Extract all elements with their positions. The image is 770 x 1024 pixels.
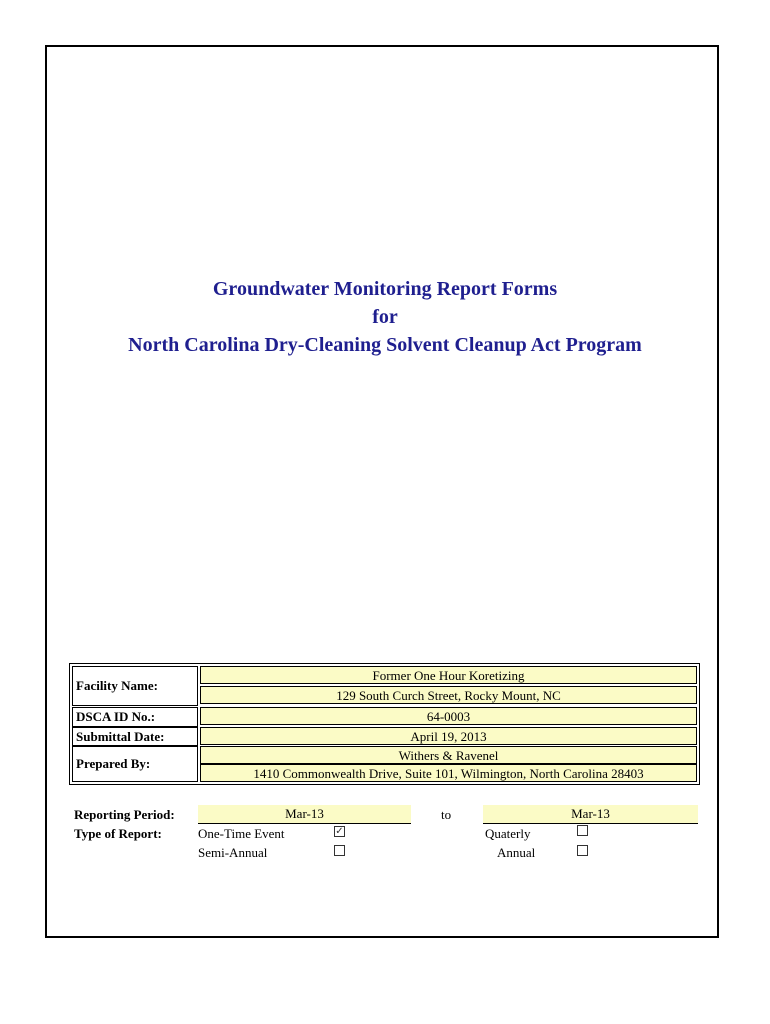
document-title (45, 275, 725, 359)
preparer-address-field[interactable]: 1410 Commonwealth Drive, Suite 101, Wilmington, North Carolina 28403 (200, 764, 697, 782)
annual-label: Annual (497, 845, 536, 860)
dsca-id-label: DSCA ID No.: (72, 707, 198, 727)
period-end-field[interactable]: Mar-13 (483, 805, 698, 824)
submittal-date-label: Submittal Date: (72, 727, 198, 746)
type-of-report-label: Type of Report: (74, 826, 162, 841)
facility-info-table (69, 663, 700, 785)
one-time-event-checkbox[interactable]: ✓ (335, 826, 344, 837)
preparer-name-field[interactable]: Withers & Ravenel (200, 746, 697, 764)
facility-name-field[interactable]: Former One Hour Koretizing (200, 666, 697, 684)
quarterly-checkbox[interactable] (577, 825, 588, 836)
submittal-date-field[interactable]: April 19, 2013 (200, 727, 697, 745)
facility-name-label: Facility Name: (72, 666, 198, 706)
title-line-2: for (372, 306, 398, 328)
title-line-1: Groundwater Monitoring Report Forms (212, 278, 558, 300)
period-to-label: to (441, 807, 452, 822)
title-line-3: North Carolina Dry-Cleaning Solvent Cleanup Act Program (128, 334, 642, 356)
facility-address-field[interactable]: 129 South Curch Street, Rocky Mount, NC (200, 686, 697, 704)
dsca-id-field[interactable]: 64-0003 (200, 707, 697, 725)
one-time-event-label: One-Time Event (198, 826, 285, 841)
annual-checkbox[interactable] (577, 845, 588, 856)
semi-annual-checkbox[interactable] (334, 845, 345, 856)
reporting-period-label: Reporting Period: (74, 807, 175, 822)
quarterly-label: Quaterly (485, 826, 531, 841)
period-start-field[interactable]: Mar-13 (198, 805, 411, 824)
prepared-by-label: Prepared By: (72, 746, 198, 782)
semi-annual-label: Semi-Annual (198, 845, 268, 860)
